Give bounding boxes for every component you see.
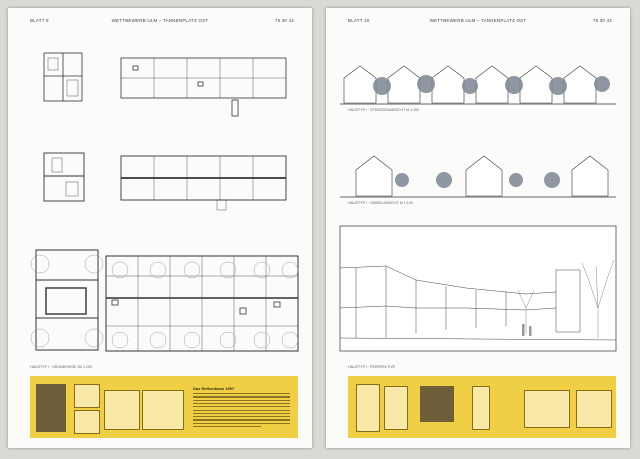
street-elevation-caption: HAUSTYP I · STRASSENANSICHT M 1:100 <box>348 108 420 112</box>
sheet-code: 75 30 44 <box>592 18 612 23</box>
right-sheet <box>326 8 630 448</box>
detail-drawing <box>472 386 490 430</box>
sheet-label: BLATT 10 <box>348 18 370 23</box>
left-sheet <box>8 8 312 448</box>
plan-caption: HAUSTYP I · GRUNDRISSE 1M 1:100 <box>30 365 93 369</box>
detail-drawing <box>576 390 612 428</box>
detail-drawing <box>384 386 408 430</box>
yellow-info-panel <box>30 376 298 438</box>
gable-elevation-caption: HAUSTYP I · GIEBELANSICHT M 1:100 <box>348 201 413 205</box>
sheet-title: WETTBEWERB ULM – TANNENPLATZ OST <box>429 18 527 23</box>
detail-drawing <box>142 390 184 430</box>
photo-thumbnail <box>420 386 454 422</box>
detail-drawing <box>74 410 100 434</box>
yellow-info-panel <box>348 376 616 438</box>
sheet-label: BLATT 9 <box>30 18 49 23</box>
text-heading: Das Reihenhaus 1997 <box>193 386 235 391</box>
detail-drawing <box>104 390 140 430</box>
perspective-caption: HAUSTYP I · PERSPEKTIVE <box>348 365 396 369</box>
detail-drawing <box>74 384 100 408</box>
detail-drawing <box>524 390 570 428</box>
detail-drawing <box>356 384 380 432</box>
sheet-title: WETTBEWERB ULM – TANNENPLATZ OST <box>111 18 209 23</box>
text-block <box>193 386 290 432</box>
photo-thumbnail <box>36 384 66 432</box>
sheet-code: 75 30 44 <box>274 18 294 23</box>
